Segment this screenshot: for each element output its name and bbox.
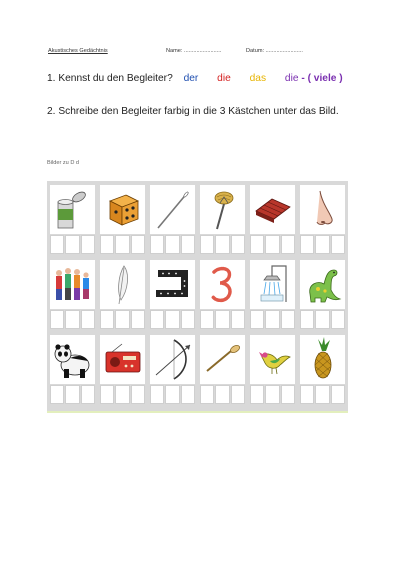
answer-box[interactable]: [165, 310, 179, 329]
answer-box[interactable]: [150, 310, 164, 329]
picture-card-shower: [250, 260, 295, 329]
answer-box[interactable]: [265, 385, 279, 404]
answer-boxes: [150, 310, 195, 329]
picture-card-bird: [250, 335, 295, 404]
answer-boxes: [300, 385, 345, 404]
picture-card-bow: [150, 335, 195, 404]
feather-icon: [100, 260, 145, 309]
article-der: der: [183, 73, 199, 84]
answer-box[interactable]: [50, 310, 64, 329]
worksheet-title: Akustisches Gedächtnis: [48, 48, 108, 54]
answer-box[interactable]: [115, 310, 129, 329]
nose-icon: [300, 185, 345, 234]
picture-card-domino: [150, 260, 195, 329]
answer-box[interactable]: [150, 235, 164, 254]
answer-box[interactable]: [300, 385, 314, 404]
answer-box[interactable]: [331, 310, 345, 329]
answer-box[interactable]: [300, 310, 314, 329]
picture-card-family: [50, 260, 95, 329]
picture-card-fork: [200, 185, 245, 254]
name-field-label: Name: ........................: [166, 48, 222, 54]
domino-icon: [150, 260, 195, 309]
answer-box[interactable]: [100, 235, 114, 254]
shower-icon: [250, 260, 295, 309]
roof-icon: [250, 185, 295, 234]
answer-box[interactable]: [200, 385, 214, 404]
answer-box[interactable]: [50, 385, 64, 404]
picture-card-three: [200, 260, 245, 329]
answer-box[interactable]: [300, 235, 314, 254]
picture-card-panda: [50, 335, 95, 404]
answer-box[interactable]: [331, 235, 345, 254]
needle-icon: [150, 185, 195, 234]
bow-icon: [150, 335, 195, 384]
answer-box[interactable]: [315, 235, 329, 254]
answer-box[interactable]: [181, 385, 195, 404]
answer-box[interactable]: [165, 385, 179, 404]
answer-box[interactable]: [281, 310, 295, 329]
answer-box[interactable]: [215, 385, 229, 404]
picture-card-radio: [100, 335, 145, 404]
answer-boxes: [50, 310, 95, 329]
answer-box[interactable]: [115, 235, 129, 254]
answer-box[interactable]: [231, 385, 245, 404]
can-icon: [50, 185, 95, 234]
answer-boxes: [150, 235, 195, 254]
answer-box[interactable]: [81, 235, 95, 254]
answer-boxes: [300, 235, 345, 254]
picture-caption: Bilder zu D d: [47, 160, 80, 166]
answer-box[interactable]: [181, 310, 195, 329]
spoon-icon: [200, 335, 245, 384]
answer-boxes: [250, 385, 295, 404]
answer-box[interactable]: [131, 310, 145, 329]
task-1: [47, 73, 343, 84]
answer-box[interactable]: [81, 385, 95, 404]
article-die-feminine: die: [217, 73, 231, 84]
answer-boxes: [100, 235, 145, 254]
answer-box[interactable]: [65, 235, 79, 254]
answer-box[interactable]: [115, 385, 129, 404]
article-das: das: [249, 73, 267, 84]
picture-card-can: [50, 185, 95, 254]
answer-box[interactable]: [131, 235, 145, 254]
task-2: 2. Schreibe den Begleiter farbig in die 3 Kästchen unter das Bild.: [47, 106, 339, 117]
panda-icon: [50, 335, 95, 384]
answer-boxes: [50, 385, 95, 404]
number-three-icon: [200, 260, 245, 309]
answer-box[interactable]: [315, 310, 329, 329]
answer-box[interactable]: [265, 310, 279, 329]
dice-icon: [100, 185, 145, 234]
answer-boxes: [250, 235, 295, 254]
answer-boxes: [100, 385, 145, 404]
answer-box[interactable]: [181, 235, 195, 254]
fork-with-noodles-icon: [200, 185, 245, 234]
answer-boxes: [200, 235, 245, 254]
answer-box[interactable]: [281, 235, 295, 254]
answer-boxes: [50, 235, 95, 254]
answer-boxes: [300, 310, 345, 329]
answer-box[interactable]: [215, 310, 229, 329]
answer-box[interactable]: [281, 385, 295, 404]
answer-box[interactable]: [315, 385, 329, 404]
answer-box[interactable]: [231, 235, 245, 254]
radio-icon: [100, 335, 145, 384]
picture-card-dinosaur: [300, 260, 345, 329]
answer-box[interactable]: [50, 235, 64, 254]
answer-box[interactable]: [65, 385, 79, 404]
answer-box[interactable]: [250, 235, 264, 254]
answer-boxes: [150, 385, 195, 404]
answer-box[interactable]: [150, 385, 164, 404]
dinosaur-icon: [300, 260, 345, 309]
answer-box[interactable]: [200, 310, 214, 329]
answer-boxes: [200, 385, 245, 404]
answer-box[interactable]: [200, 235, 214, 254]
plural-hint: - ( viele ): [301, 73, 343, 84]
picture-card-feather: [100, 260, 145, 329]
picture-card-spoon: [200, 335, 245, 404]
pineapple-icon: [300, 335, 345, 384]
answer-box[interactable]: [250, 385, 264, 404]
bird-icon: [250, 335, 295, 384]
answer-box[interactable]: [265, 235, 279, 254]
task-1-text: 1. Kennst du den Begleiter?: [47, 73, 173, 84]
picture-card-roof: [250, 185, 295, 254]
answer-box[interactable]: [250, 310, 264, 329]
date-field-label: Datum: ........................: [246, 48, 303, 54]
answer-boxes: [250, 310, 295, 329]
picture-card-dice: [100, 185, 145, 254]
answer-box[interactable]: [65, 310, 79, 329]
answer-box[interactable]: [131, 385, 145, 404]
picture-grid: [47, 181, 348, 413]
answer-box[interactable]: [100, 310, 114, 329]
answer-box[interactable]: [215, 235, 229, 254]
answer-box[interactable]: [100, 385, 114, 404]
answer-box[interactable]: [81, 310, 95, 329]
answer-box[interactable]: [331, 385, 345, 404]
answer-boxes: [200, 310, 245, 329]
article-die-plural: die: [284, 73, 299, 84]
answer-box[interactable]: [165, 235, 179, 254]
picture-card-nose: [300, 185, 345, 254]
answer-box[interactable]: [231, 310, 245, 329]
answer-boxes: [100, 310, 145, 329]
picture-card-pineapple: [300, 335, 345, 404]
family-icon: [50, 260, 95, 309]
picture-card-needle: [150, 185, 195, 254]
